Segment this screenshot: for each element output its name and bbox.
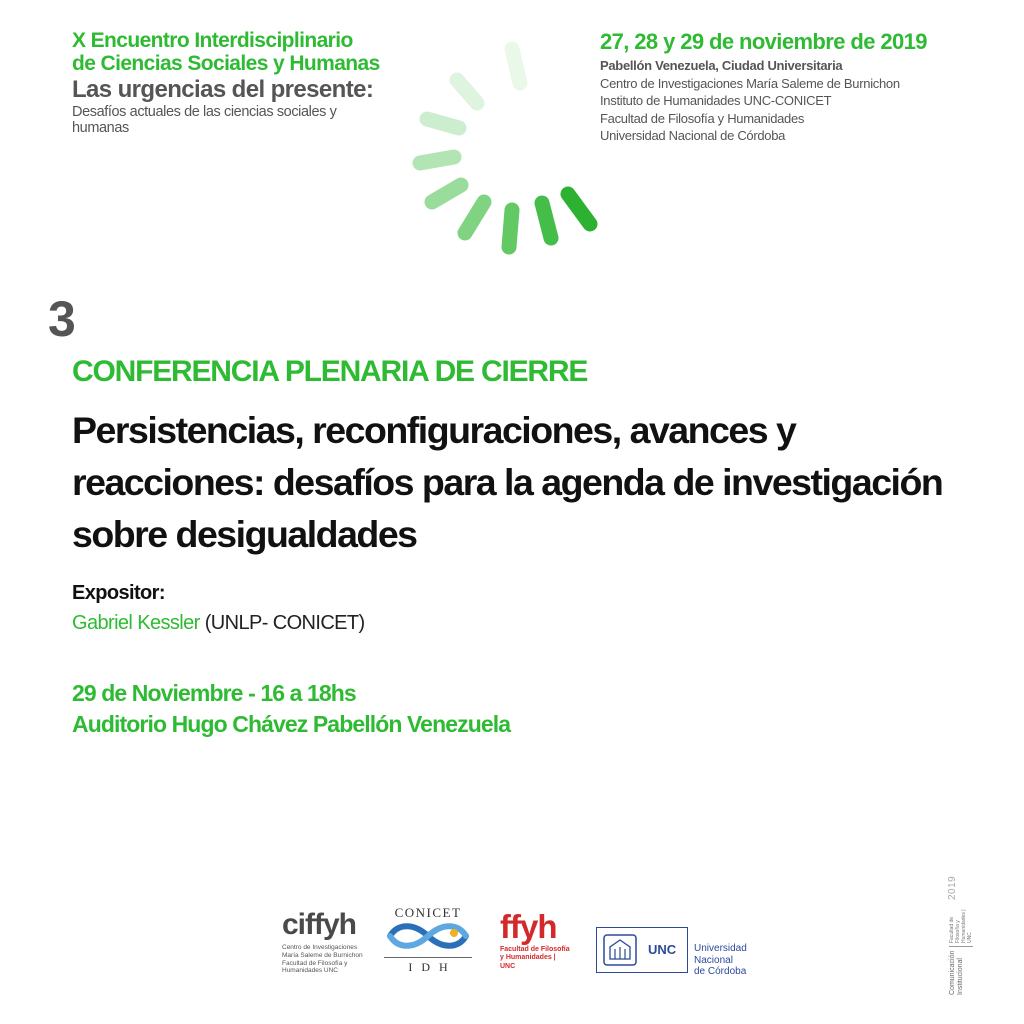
ciffyh-subtitle: Centro de Investigaciones xyxy=(282,944,358,951)
conicet-idh-logo xyxy=(384,905,472,975)
speaker-label: Expositor: xyxy=(72,582,165,604)
ffyh-logo xyxy=(500,910,572,971)
credits-area: Comunicación Institucional xyxy=(949,950,964,995)
unc-name-line: Universidad xyxy=(694,943,747,954)
session-location: Auditorio Hugo Chávez Pabellón Venezuela xyxy=(72,711,511,737)
event-subtheme: Desafíos actuales de las ciencias sociales y humanas xyxy=(72,104,337,136)
infinity-icon xyxy=(384,921,472,951)
organizer-line: Universidad Nacional de Córdoba xyxy=(600,128,786,144)
conference-title: Persistencias, reconfiguraciones, avances y reacciones: desafíos para la agenda de investigación sobre desigualdades xyxy=(72,409,943,555)
ciffyh-logo xyxy=(282,910,372,975)
credits-year: 2019 xyxy=(947,875,958,900)
vertical-credits xyxy=(941,875,977,995)
event-theme: Las urgencias del presente: xyxy=(72,76,374,104)
idh-wordmark: IDH xyxy=(408,960,457,974)
unc-abbreviation: UNC xyxy=(648,942,677,957)
conference-number: 3 xyxy=(48,291,75,347)
credits-faculty: Facultad de Filosofía y Humanidades | UNC xyxy=(949,903,973,947)
speaker-line xyxy=(72,612,365,635)
speaker-affiliation: (UNLP- CONICET) xyxy=(204,612,365,634)
session-datetime: 29 de Noviembre - 16 a 18hs xyxy=(72,680,356,706)
event-dates: 27, 28 y 29 de noviembre de 2019 xyxy=(600,29,927,54)
event-info xyxy=(600,30,930,145)
event-name-line1: X Encuentro Interdisciplinario xyxy=(72,29,353,52)
ffyh-subtitle: y Humanidades | UNC xyxy=(500,954,556,970)
organizer-line: Centro de Investigaciones María Saleme de Burnichon xyxy=(600,75,900,91)
organizer-line: Instituto de Humanidades UNC-CONICET xyxy=(600,93,832,109)
event-venue: Pabellón Venezuela, Ciudad Universitaria xyxy=(600,58,843,74)
conicet-wordmark: CONICET xyxy=(394,905,462,920)
event-name-line2: de Ciencias Sociales y Humanas xyxy=(72,51,380,75)
organizer-line: Facultad de Filosofía y Humanidades xyxy=(600,110,805,126)
ffyh-subtitle: Facultad de Filosofía xyxy=(500,946,570,953)
conicet-divider xyxy=(384,957,472,958)
ciffyh-wordmark: ciffyh xyxy=(282,908,357,941)
conference-type: CONFERENCIA PLENARIA DE CIERRE xyxy=(72,355,588,388)
speaker-name: Gabriel Kessler xyxy=(72,612,200,634)
ciffyh-subtitle: María Saleme de Burnichon xyxy=(282,951,363,959)
unc-seal-icon xyxy=(600,931,640,969)
ciffyh-subtitle: Facultad de Filosofía y Humanidades UNC xyxy=(282,959,348,975)
ffyh-wordmark: ffyh xyxy=(500,908,557,945)
spinner-graphic xyxy=(405,35,615,265)
unc-name-line: Nacional xyxy=(694,954,733,966)
unc-name-line: de Córdoba xyxy=(694,966,747,977)
event-header xyxy=(72,30,392,137)
